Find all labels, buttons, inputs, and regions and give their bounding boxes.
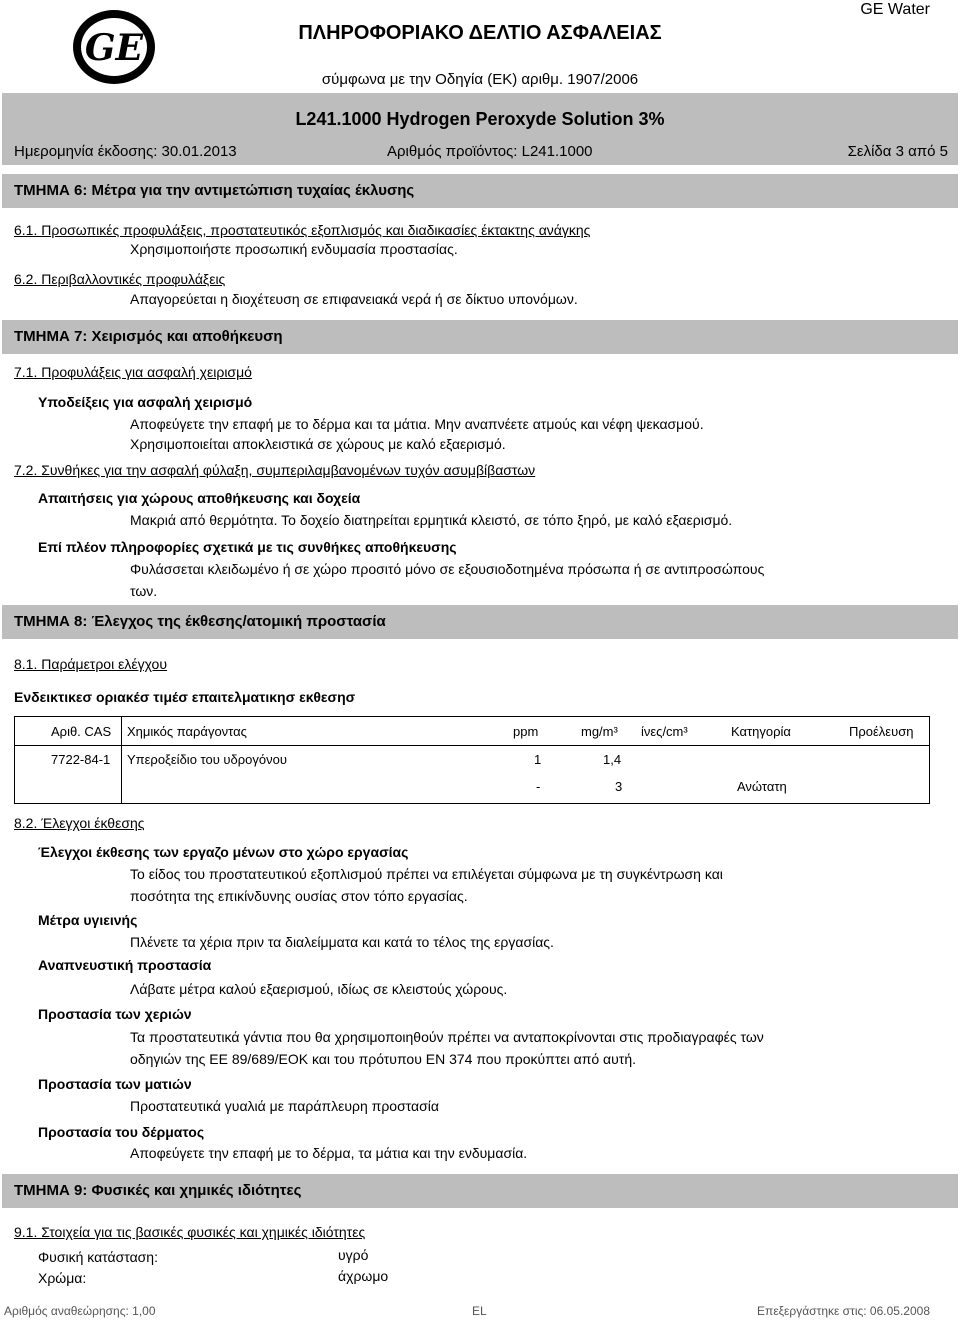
hand-protection-text-2: οδηγιών της ΕΕ 89/689/ΕΟΚ και του πρότυπου EN 374 που προκύπτει από αυτή. — [130, 1051, 637, 1067]
hand-protection-heading: Προστασία των χεριών — [38, 1006, 192, 1022]
section-7-1-heading: 7.1. Προφυλάξεις για ασφαλή χειρισμό — [14, 364, 252, 380]
cell-cas: 7722-84-1 — [51, 752, 111, 767]
eye-protection-text: Προστατευτικά γυαλιά με παράπλευρη προστασία — [130, 1098, 439, 1114]
col-header-mg: mg/m³ — [581, 724, 618, 739]
eye-protection-heading: Προστασία των ματιών — [38, 1076, 192, 1092]
physical-state-value: υγρό — [338, 1247, 369, 1263]
col-header-agent: Χημικός παράγοντας — [127, 724, 247, 739]
cell-agent: Υπεροξείδιο του υδρογόνου — [127, 752, 287, 767]
product-number: Αριθμός προϊόντος: L241.1000 — [387, 143, 593, 160]
document-title: ΠΛΗΡΟΦΟΡΙΑΚΟ ΔΕΛΤΙΟ ΑΣΦΑΛΕΙΑΣ — [298, 22, 662, 44]
limits-table-title: Ενδεικτικεσ οριακέσ τιμέσ επαιτελματικησ εκθεσησ — [14, 689, 356, 705]
physical-state-label: Φυσική κατάσταση: — [38, 1249, 158, 1265]
col-header-category: Κατηγορία — [731, 724, 791, 739]
skin-protection-text: Αποφεύγετε την επαφή με το δέρμα, τα μάτια και την ενδυμασία. — [130, 1145, 528, 1161]
footer-processed-date: Επεξεργάστηκε στις: 06.05.2008 — [757, 1304, 930, 1318]
cell-mg-1: 1,4 — [603, 752, 622, 767]
footer-language: EL — [472, 1304, 487, 1318]
exposure-limits-table — [14, 716, 930, 804]
workers-controls-text-2: ποσότητα της επικίνδυνης ουσίας στον τόπο εργασίας. — [130, 888, 468, 904]
section-8-1-heading: 8.1. Παράμετροι ελέγχου — [14, 656, 167, 672]
col-header-ppm: ppm — [513, 724, 539, 739]
product-name: L241.1000 Hydrogen Peroxyde Solution 3% — [295, 109, 665, 129]
cell-ppm-2: - — [536, 779, 541, 794]
workers-controls-heading: Έλεγχοι έκθεσης των εργαζο μένων στο χώρο εργασίας — [38, 844, 409, 860]
section-9-title: ΤΜΗΜΑ 9: Φυσικές και χημικές ιδιότητες — [14, 1182, 302, 1199]
page-number: Σελίδα 3 από 5 — [847, 143, 948, 160]
handling-advice-heading: Υποδείξεις για ασφαλή χειρισμό — [38, 394, 253, 410]
skin-protection-heading: Προστασία του δέρματος — [38, 1124, 205, 1140]
handling-advice-text-1: Αποφεύγετε την επαφή με το δέρμα και τα μάτια. Μην αναπνέετε ατμούς και νέφη ψεκασμού. — [130, 416, 704, 432]
section-6-1-text: Χρησιμοποιήστε προσωπική ενδυμασία προστασίας. — [130, 241, 458, 257]
respiratory-heading: Αναπνευστική προστασία — [38, 957, 212, 973]
storage-info-text-2: των. — [130, 583, 158, 599]
storage-requirements-text: Μακριά από θερμότητα. Το δοχείο διατηρείται ερμητικά κλειστό, σε τόπο ξηρό, με καλό εξαερισμό. — [130, 512, 733, 528]
issue-date: Ημερομηνία έκδοσης: 30.01.2013 — [14, 143, 237, 160]
color-label: Χρώμα: — [38, 1270, 87, 1286]
section-7-title: ΤΜΗΜΑ 7: Χειρισμός και αποθήκευση — [14, 328, 283, 345]
storage-requirements-heading: Απαιτήσεις για χώρους αποθήκευσης και δοχεία — [38, 490, 361, 506]
section-6-2-text: Απαγορεύεται η διοχέτευση σε επιφανειακά νερά ή σε δίκτυο υπονόμων. — [130, 291, 578, 307]
hygiene-text: Πλένετε τα χέρια πριν τα διαλείμματα και κατά το τέλος της εργασίας. — [130, 934, 554, 950]
workers-controls-text-1: Το είδος του προστατευτικού εξοπλισμού πρέπει να επιλέγεται σύμφωνα με τη συγκέντρωση και — [130, 866, 723, 882]
section-6-2-heading: 6.2. Περιβαλλοντικές προφυλάξεις — [14, 271, 226, 287]
section-9-1-heading: 9.1. Στοιχεία για τις βασικές φυσικές και χημικές ιδιότητες — [14, 1224, 366, 1240]
section-8-title: ΤΜΗΜΑ 8: Έλεγχος της έκθεσης/ατομική προστασία — [14, 613, 386, 630]
cell-mg-2: 3 — [615, 779, 623, 794]
section-7-2-heading: 7.2. Συνθήκες για την ασφαλή φύλαξη, συμπεριλαμβανομένων τυχόν ασυμβίβαστων — [14, 462, 536, 478]
storage-info-text-1: Φυλάσσεται κλειδωμένο ή σε χώρο προσιτό μόνο σε εξουσιοδοτημένα πρόσωπα ή σε αντιπροσώπους — [130, 561, 765, 577]
storage-info-heading: Επί πλέον πληροφορίες σχετικά με τις συνθήκες αποθήκευσης — [38, 539, 457, 555]
section-6-1-heading: 6.1. Προσωπικές προφυλάξεις, προστατευτικός εξοπλισμός και διαδικασίες έκτακτης ανάγκης — [14, 222, 591, 238]
hand-protection-text-1: Τα προστατευτικά γάντια που θα χρησιμοποιηθούν πρέπει να ανταποκρίνονται στις προδιαγραφές των — [130, 1029, 764, 1045]
handling-advice-text-2: Χρησιμοποιείται αποκλειστικά σε χώρους με καλό εξαερισμό. — [130, 436, 506, 452]
footer-revision: Αριθμός αναθεώρησης: 1,00 — [4, 1304, 156, 1318]
col-header-cas: Αριθ. CAS — [51, 724, 112, 739]
col-header-fibres: ίνες/cm³ — [641, 724, 688, 739]
respiratory-text: Λάβατε μέτρα καλού εξαερισμού, ιδίως σε κλειστούς χώρους. — [130, 981, 508, 997]
logo-lettering: GE — [84, 27, 144, 69]
cell-category: Ανώτατη — [737, 779, 787, 794]
col-header-origin: Προέλευση — [849, 724, 914, 739]
document-subtitle: σύμφωνα με την Οδηγία (ΕΚ) αριθμ. 1907/2006 — [321, 71, 639, 88]
cell-ppm-1: 1 — [534, 752, 542, 767]
section-6-title: ΤΜΗΜΑ 6: Μέτρα για την αντιμετώπιση τυχαίας έκλυσης — [14, 182, 415, 199]
section-8-2-heading: 8.2. Έλεγχοι έκθεσης — [14, 815, 145, 831]
color-value: άχρωμο — [338, 1268, 389, 1284]
brand-name: GE Water — [860, 1, 930, 18]
hygiene-heading: Μέτρα υγιεινής — [38, 912, 138, 928]
